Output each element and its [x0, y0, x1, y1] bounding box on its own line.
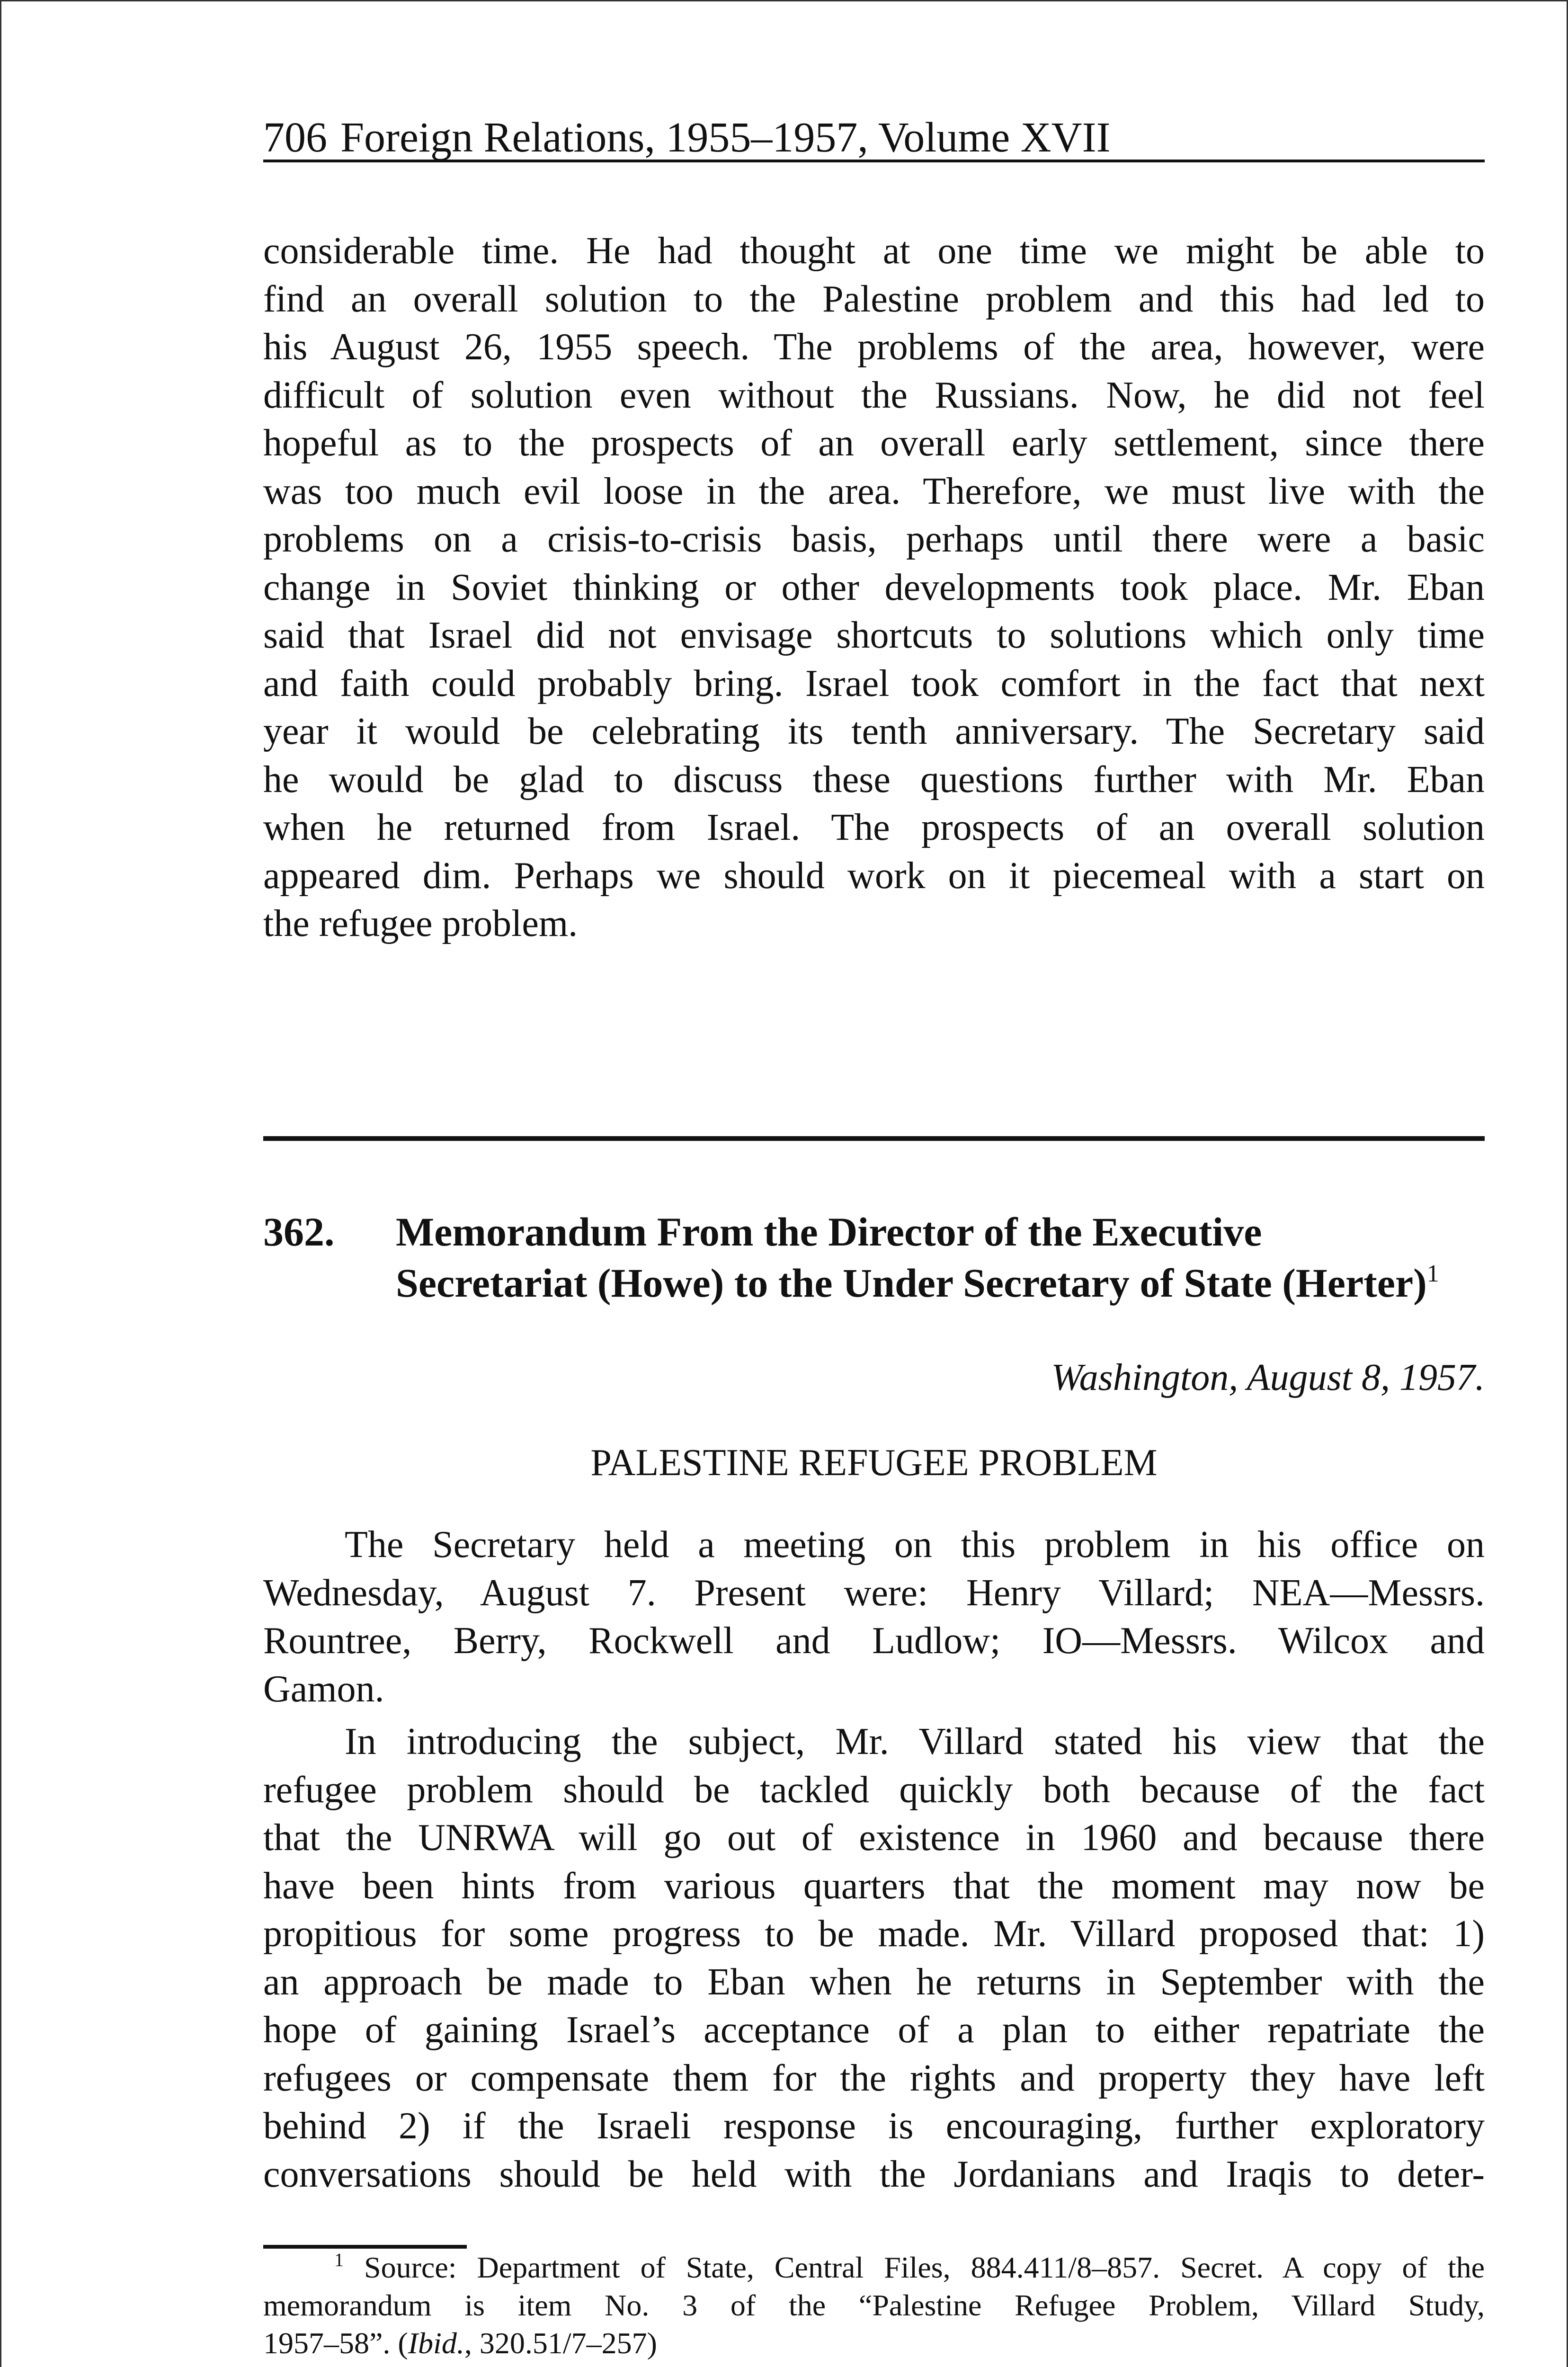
text-line: have been hints from various quarters that the moment may now be [263, 1865, 1485, 1907]
text-line: change in Soviet thinking or other developments took place. Mr. Eban [263, 566, 1485, 608]
text-line: Wednesday, August 7. Present were: Henry Villard; NEA—Messrs. [263, 1572, 1485, 1614]
footnote-text: 1957–58”. ( [263, 2326, 408, 2360]
text-line: behind 2) if the Israeli response is encouraging, further exploratory [263, 2105, 1485, 2147]
section-divider [263, 1136, 1485, 1141]
text-line: when he returned from Israel. The prospects of an overall solution [263, 807, 1485, 848]
footnote-text: Source: Department of State, Central Files, 884.411/8–857. Secret. A copy of the [364, 2251, 1485, 2284]
paragraph-2 [263, 1718, 1485, 2198]
text-line: propitious for some progress to be made. Mr. Villard proposed that: 1) [263, 1913, 1485, 1955]
continued-paragraph [263, 227, 1485, 948]
footnote-reference: 1 [1426, 1260, 1439, 1287]
text-line: appeared dim. Perhaps we should work on it piecemeal with a start on [263, 854, 1485, 897]
text-line: and faith could probably bring. Israel took comfort in the fact that next [263, 662, 1485, 704]
page-number: 706 [263, 114, 327, 161]
footnote-rule [263, 2245, 467, 2249]
running-head [263, 116, 1485, 162]
footnote-marker: 1 [334, 2249, 344, 2270]
text-line: The Secretary held a meeting on this problem in his office on [345, 1524, 1485, 1566]
document-title-line-2 [396, 1257, 1485, 1308]
text-line: considerable time. He had thought at one time we might be able to [263, 230, 1485, 272]
text-line: refugees or compensate them for the rights and property they have left [263, 2057, 1485, 2099]
document-title-line-2-text: Secretariat (Howe) to the Under Secretary of State (Herter) [396, 1260, 1427, 1306]
footnote [263, 2249, 1485, 2362]
document-number: 362. [263, 1209, 335, 1255]
text-line: hopeful as to the prospects of an overall early settlement, since there [263, 422, 1485, 464]
text-line: conversations should be held with the Jordanians and Iraqis to deter- [263, 2153, 1485, 2195]
document-title [396, 1206, 1485, 1308]
document-title-line-1: Memorandum From the Director of the Executive [396, 1209, 1262, 1255]
text-line: difficult of solution even without the Russians. Now, he did not feel [263, 374, 1485, 416]
volume-title: Foreign Relations, 1955–1957, Volume XVII [340, 114, 1111, 161]
text-line: refugee problem should be tackled quickly both because of the fact [263, 1769, 1485, 1811]
text-line: problems on a crisis-to-crisis basis, perhaps until there were a basic [263, 518, 1485, 560]
text-line: year it would be celebrating its tenth anniversary. The Secretary said [263, 711, 1485, 752]
text-line: his August 26, 1955 speech. The problems of the area, however, were [263, 326, 1485, 368]
footnote-text: , 320.51/7–257) [464, 2326, 657, 2360]
footnote-line [263, 2249, 1485, 2287]
footnote-line: memorandum is item No. 3 of the “Palestine Refugee Problem, Villard Study, [263, 2288, 1485, 2322]
text-line: he would be glad to discuss these questions further with Mr. Eban [263, 758, 1485, 801]
dateline: Washington, August 8, 1957. [1051, 1357, 1485, 1398]
paragraph-1 [263, 1521, 1485, 1713]
text-line: said that Israel did not envisage shortcuts to solutions which only time [263, 614, 1485, 656]
text-line: hope of gaining Israel’s acceptance of a plan to either repatriate the [263, 2009, 1485, 2051]
text-line: an approach be made to Eban when he returns in September with the [263, 1961, 1485, 2003]
text-line: Rountree, Berry, Rockwell and Ludlow; IO—Messrs. Wilcox and [263, 1620, 1485, 1662]
text-line: In introducing the subject, Mr. Villard stated his view that the [345, 1721, 1485, 1762]
text-line: that the UNRWA will go out of existence in 1960 and because there [263, 1817, 1485, 1859]
text-line: find an overall solution to the Palestine problem and this had led to [263, 278, 1485, 320]
footnote-ibid: Ibid. [408, 2326, 464, 2360]
subject-heading: PALESTINE REFUGEE PROBLEM [590, 1442, 1158, 1484]
text-line: the refugee problem. [263, 903, 578, 944]
text-line: was too much evil loose in the area. Therefore, we must live with the [263, 470, 1485, 512]
footnote-line [263, 2324, 1485, 2362]
text-line: Gamon. [263, 1668, 384, 1710]
